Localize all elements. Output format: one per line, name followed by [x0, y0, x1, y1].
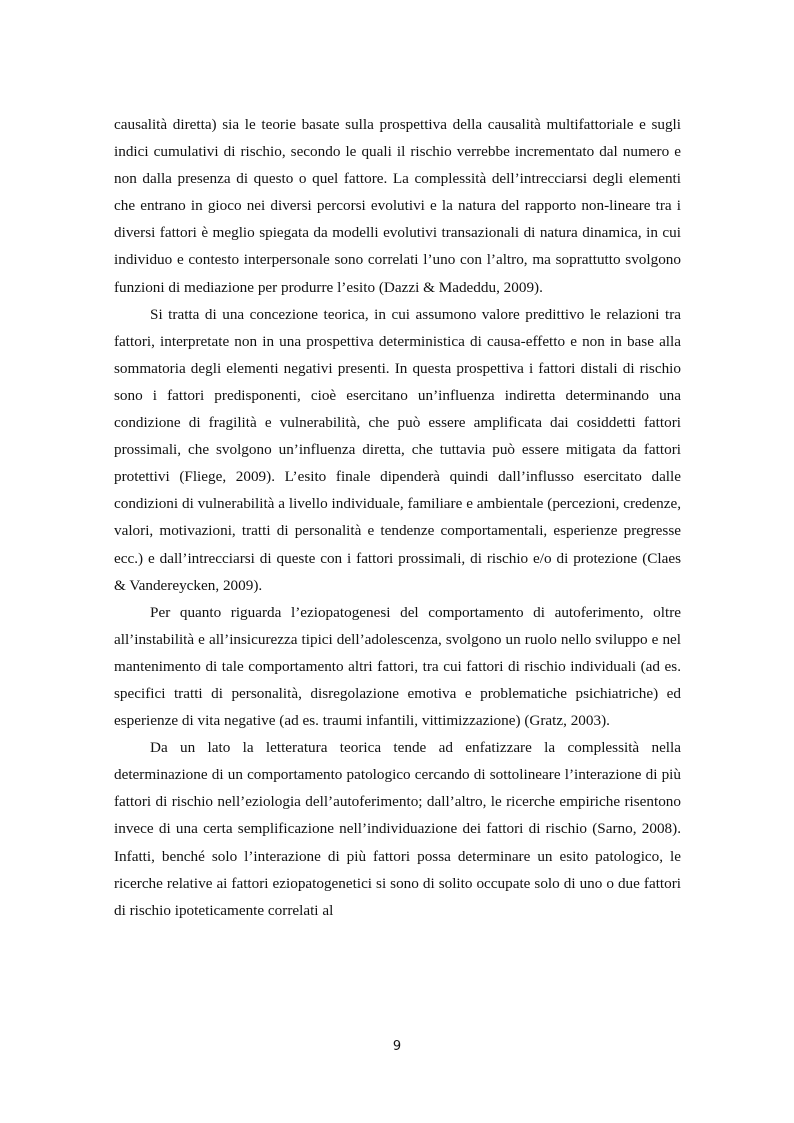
paragraph-4: Da un lato la letteratura teorica tende ad enfatizzare la complessità nella determinazione di un comportamento patologico cercando di sottolineare l’interazione di più fattori di rischio nell’eziologia dell’autoferimento; dall’altro, le ricerche empiriche risentono invece di una certa semplificazione nell’individuazione dei fattori di rischio (Sarno, 2008). Infatti, benché solo l’interazione di più fattori possa determinare un esito patologico, le ricerche relative ai fattori eziopatogenetici si sono di solito occupate solo di uno o due fattori di rischio ipoteticamente correlati al: [114, 739, 681, 919]
body-text: [114, 111, 681, 924]
paragraph-3: Per quanto riguarda l’eziopatogenesi del comportamento di autoferimento, oltre all’instabilità e all’insicurezza tipici dell’adolescenza, svolgono un ruolo nello sviluppo e nel mantenimento di tale comportamento altri fattori, tra cui fattori di rischio individuali (ad es. specifici tratti di personalità, disregolazione emotiva e problematiche psichiatriche) ed esperienze di vita negative (ad es. traumi infantili, vittimizzazione) (Gratz, 2003).: [114, 603, 681, 730]
page-number: 9: [392, 1039, 402, 1054]
paragraph-2: Si tratta di una concezione teorica, in cui assumono valore predittivo le relazioni tra fattori, interpretate non in una prospettiva deterministica di causa-effetto e non in base alla sommatoria degli elementi negativi presenti. In questa prospettiva i fattori distali di rischio sono i fattori predisponenti, cioè esercitano un’influenza indiretta determinando una condizione di fragilità e vulnerabilità, che può essere amplificata dai cosiddetti fattori prossimali, che svolgono un’influenza diretta, che tuttavia può essere mitigata da fattori protettivi (Fliege, 2009). L’esito finale dipenderà quindi dall’influsso esercitato dalle condizioni di vulnerabilità a livello individuale, familiare e ambientale (percezioni, credenze, valori, motivazioni, tratti di personalità e tendenze comportamentali, esperienze pregresse ecc.) e dall’intrecciarsi di queste con i fattori prossimali, di rischio e/o di protezione (Claes & Vandereycken, 2009).: [114, 305, 681, 594]
paragraph-1: causalità diretta) sia le teorie basate sulla prospettiva della causalità multifattoriale e sugli indici cumulativi di rischio, secondo le quali il rischio verrebbe incrementato dal numero e non dalla presenza di questo o quel fattore. La complessità dell’intrecciarsi degli elementi che entrano in gioco nei diversi percorsi evolutivi e la natura del rapporto non-lineare tra i diversi fattori è meglio spiegata da modelli evolutivi transazionali di natura dinamica, in cui individuo e contesto interpersonale sono correlati l’uno con l’altro, ma soprattutto svolgono funzioni di mediazione per produrre l’esito (Dazzi & Madeddu, 2009).: [114, 116, 681, 296]
